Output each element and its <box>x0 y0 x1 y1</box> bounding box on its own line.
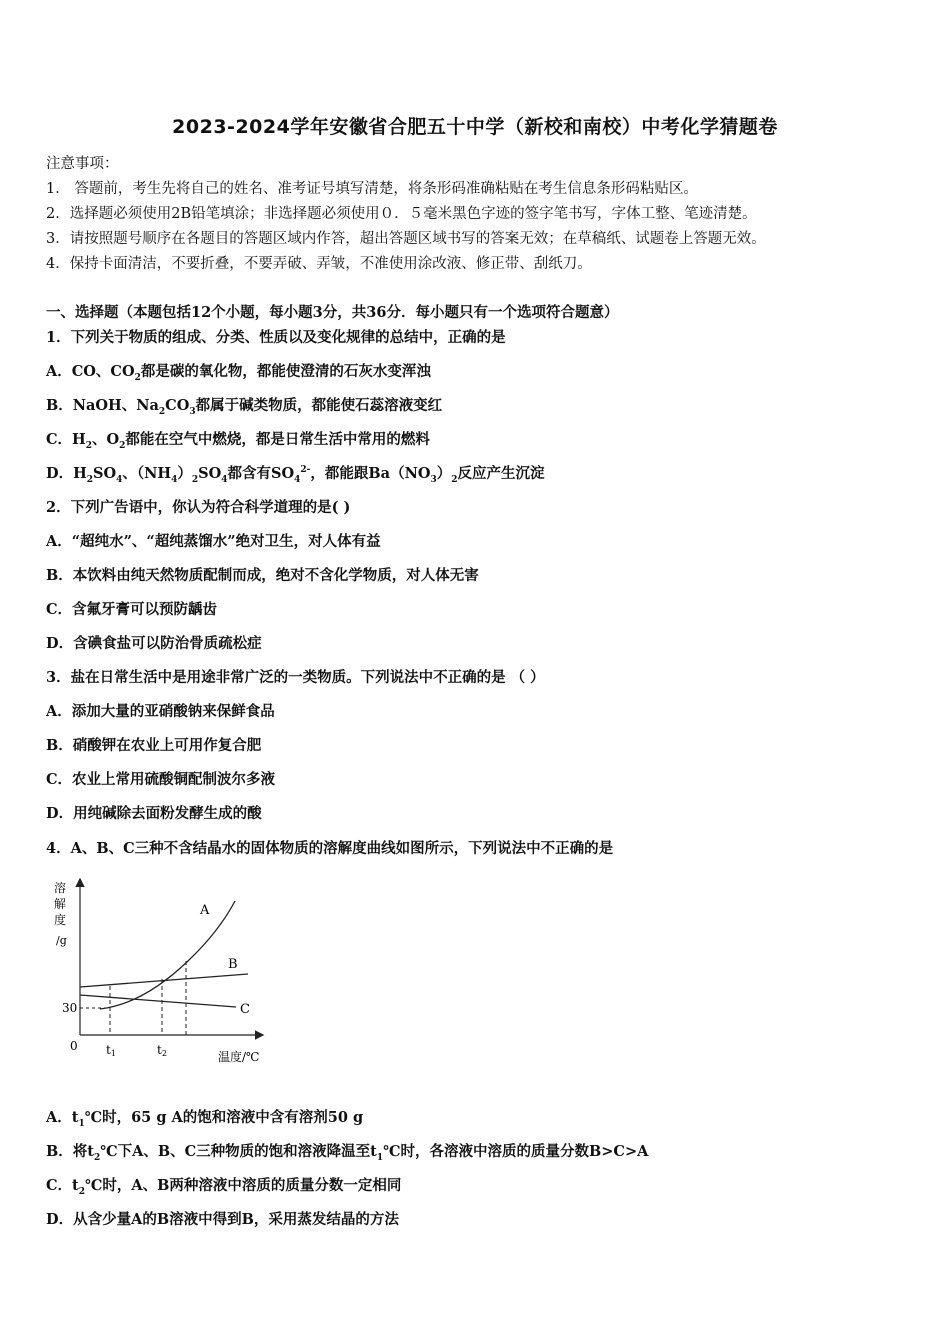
series-c-label: C <box>240 1002 250 1017</box>
question-2-option-d: D．含碘食盐可以防治骨质疏松症 <box>46 635 262 652</box>
series-a-label: A <box>200 903 210 918</box>
question-1-stem: 1．下列关于物质的组成、分类、性质以及变化规律的总结中，正确的是 <box>46 329 506 346</box>
question-4-option-b: B．将$t_2℃$下A、B、C三种物质的饱和溶液降温至$t_1℃$时，各溶液中溶质的质量分数B>C>A <box>46 1143 649 1163</box>
question-3-option-a: A．添加大量的亚硝酸钠来保鲜食品 <box>46 703 275 720</box>
question-1-option-a: A．CO、$CO_2$都是碳的氧化物，都能使澄清的石灰水变浑浊 <box>46 363 431 383</box>
question-2-option-a: A．“超纯水”、“超纯蒸馏水”绝对卫生，对人体有益 <box>46 533 381 550</box>
question-3-option-b: B．硝酸钾在农业上可用作复合肥 <box>46 737 262 754</box>
y-label-char: 溶 <box>54 881 67 895</box>
question-3-stem: 3．盐在日常生活中是用途非常广泛的一类物质。下列说法中不正确的是 （ ） <box>46 669 545 686</box>
question-2-option-b: B．本饮料由纯天然物质配制而成，绝对不含化学物质，对人体无害 <box>46 567 479 584</box>
solubility-chart <box>40 868 280 1068</box>
question-3-option-d: D．用纯碱除去面粉发酵生成的酸 <box>46 805 262 822</box>
question-4-option-d: D．从含少量A的B溶液中得到B，采用蒸发结晶的方法 <box>46 1211 399 1228</box>
question-1-option-b: B．NaOH、$Na_2CO_3$都属于碱类物质，都能使石蕊溶液变红 <box>46 397 443 417</box>
notice-item-2: 2．选择题必须使用2B铅笔填涂；非选择题必须使用０．５毫米黑色字迹的签字笔书写，字体工整、笔迹清楚。 <box>46 206 757 222</box>
exam-title: 2023-2024学年安徽省合肥五十中学（新校和南校）中考化学猜题卷 <box>172 116 778 138</box>
series-b-label: B <box>228 957 238 972</box>
x-tick-t2: t2 <box>157 1043 167 1058</box>
y-label-char: /g <box>56 934 67 947</box>
question-3-option-c: C．农业上常用硫酸铜配制波尔多液 <box>46 771 276 788</box>
question-2-stem: 2．下列广告语中，你认为符合科学道理的是( ) <box>46 499 351 516</box>
y-tick-30: 30 <box>62 1001 78 1015</box>
series-b-curve <box>80 974 248 987</box>
question-4-stem: 4．A、B、C三种不含结晶水的固体物质的溶解度曲线如图所示，下列说法中不正确的是 <box>46 840 614 857</box>
notice-heading: 注意事项： <box>46 156 119 172</box>
notice-item-3: 3．请按照题号顺序在各题目的答题区域内作答，超出答题区域书写的答案无效；在草稿纸、试题卷上答题无效。 <box>46 231 766 247</box>
series-c-curve <box>80 995 236 1007</box>
x-tick-t1: t1 <box>106 1043 116 1058</box>
notice-item-4: 4．保持卡面清洁，不要折叠，不要弄破、弄皱，不准使用涂改液、修正带、刮纸刀。 <box>46 256 592 272</box>
y-label-char: 解 <box>54 897 67 911</box>
origin-label: 0 <box>70 1039 78 1053</box>
y-label-char: 度 <box>54 913 67 927</box>
question-1-option-d: D．$H_2SO_4$、$(NH_4)_2SO_4$都含有$SO_4^{2-}$，都能跟$Ba(NO_3)_2$反应产生沉淀 <box>46 465 545 485</box>
question-4-option-c: C．$t_2℃$时，A、B两种溶液中溶质的质量分数一定相同 <box>46 1177 402 1197</box>
notice-item-1: 1． 答题前，考生先将自己的姓名、准考证号填写清楚，将条形码准确粘贴在考生信息条形码粘贴区。 <box>46 181 698 197</box>
question-4-option-a: A．$t_1℃$时，65 g A的饱和溶液中含有溶剂50 g <box>46 1109 364 1129</box>
question-2-option-c: C．含氟牙膏可以预防龋齿 <box>46 601 218 618</box>
x-axis-label: 温度/℃ <box>218 1050 260 1064</box>
question-1-option-c: C．$H_2$、$O_2$都能在空气中燃烧，都是日常生活中常用的燃料 <box>46 431 430 451</box>
series-a-curve <box>100 901 235 1009</box>
section-heading: 一、选择题（本题包括12个小题，每小题3分，共36分．每小题只有一个选项符合题意） <box>46 304 619 321</box>
